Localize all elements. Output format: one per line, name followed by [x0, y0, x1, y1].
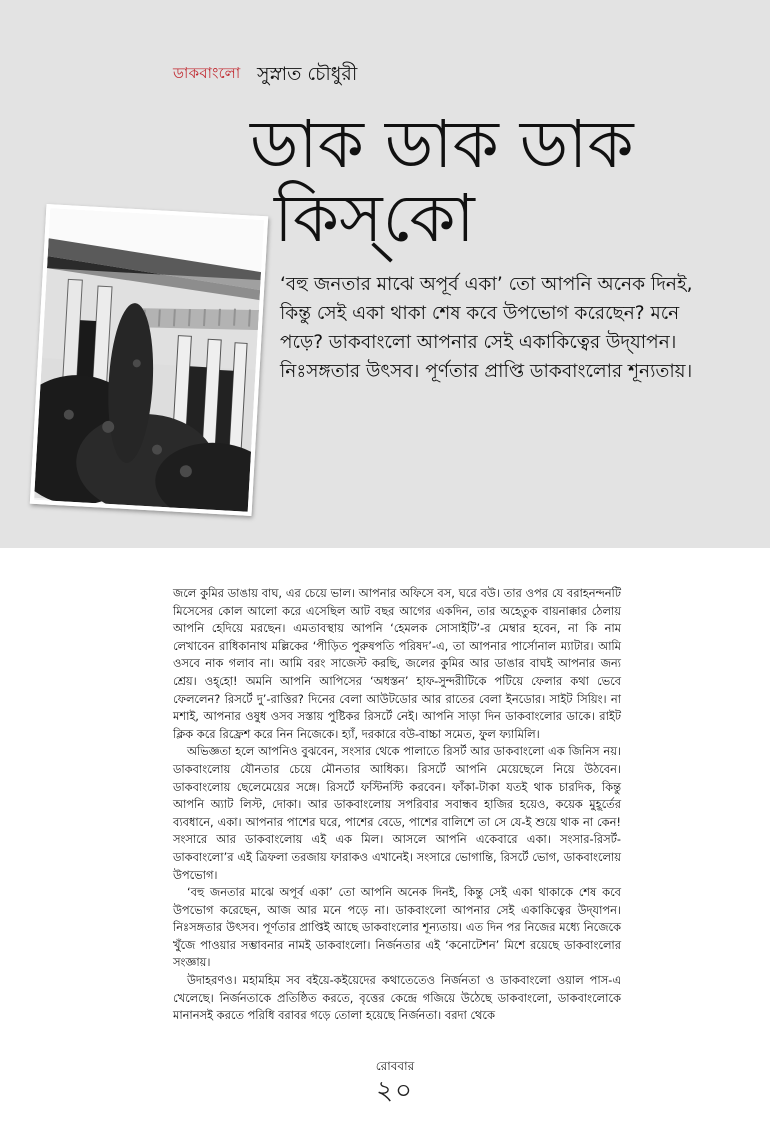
- lead-paragraph: ‘বহু জনতার মাঝে অপূর্ব একা’ তো আপনি অনেক দিনই, কিন্তু সেই একা থাকা শেষ কবে উপভোগ করেছেন? মনে পড়ে? ডাকবাংলো আপনার সেই একাকিত্বের উদ্‌যাপন। নিঃসঙ্গতার উৎসব। পূর্ণতার প্রাপ্তি ডাকবাংলোর শূন্যতায়।: [280, 274, 693, 382]
- section-label: ডাকবাংলো: [173, 64, 241, 82]
- article-body: [173, 585, 621, 1025]
- bungalow-photo: [30, 204, 268, 516]
- title-line-2: কিস্‌কো: [274, 180, 475, 257]
- publication-name: রোববার: [375, 1059, 415, 1073]
- body-paragraph: ‘বহু জনতার মাঝে অপূর্ব একা’ তো আপনি অনেক দিনই, কিন্তু সেই একা থাকাকে শেষ কবে উপভোগ করেছেন, আজ আর মনে পড়ে না। ডাকবাংলো আপনার সেই একাকিত্বের উদ্‌যাপন। নিঃসঙ্গতার উৎসব। পূর্ণতার প্রাপ্তিই আছে ডাকবাংলোর শূন্যতায়। এত দিন পর নিজের মধ্যে নিজেকে খুঁজে পাওয়ার সম্ভাবনার নামই ডাকবাংলো। নির্জনতার এই ‘কনোটেশন’ মিশে রয়েছে ডাকবাংলোর সংজ্ঞায়।: [173, 885, 621, 970]
- page-number: ২০: [376, 1076, 414, 1106]
- page-folio: [340, 1058, 450, 1104]
- body-paragraph: জলে কুমির ডাঙায় বাঘ, এর চেয়ে ভাল। আপনার অফিসে বস, ঘরে বউ। তার ওপর যে বরাহনন্দনটি মিসেসের কোল আলো করে এসেছিল আট বছর আগের একদিন, তার অহেতুক বায়নাক্কার ঠেলায় আপনি হেদিয়ে মরছেন। এমতাবস্থায় আপনি ‘হেমলক সোসাইটি’-র মেম্বার হবেন, না কি নাম লেখাবেন রাধিকানাথ মল্লিকের ‘পীড়িত পুরুষপতি পরিষদ’-এ, তা আপনার পার্সোনাল ম্যাটার। আমি ওসবে নাক গলাব না। আমি বরং সাজেস্ট করছি, জলের কুমির আর ডাঙার বাঘই আপনার জন্য শ্রেয়। ওহ্‌হো! অমনি আপনি আপিসের ‘অধস্তন’ হাফ-সুন্দরীটিকে পটিয়ে ফেলার কথা ভেবে ফেললেন? রিসর্টে দু’-রাত্তির? দিনের বেলা আউটডোর আর রাতের বেলা ইনডোর। সাইট সিয়িং। না মশাই, আপনার ওষুধ ওসব সস্তায় পুষ্টিকর রিসর্টে নেই। আপনি সাড়া দিন ডাকবাংলোর ডাকে। রাইট ক্লিক করে রিফ্রেশ করে নিন নিজেকে। হ্যাঁ, দরকারে বউ-বাচ্চা সমেত, ফুল ফ্যামিলি।: [173, 586, 621, 741]
- title-line-1: ডাক ডাক ডাক: [250, 106, 634, 183]
- body-paragraph: অভিজ্ঞতা হলে আপনিও বুঝবেন, সংসার থেকে পালাতে রিসর্ট আর ডাকবাংলো এক জিনিস নয়। ডাকবাংলোয় যৌনতার চেয়ে মৌনতার আধিক্য। রিসর্টে আপনি মেয়েছেলে নিয়ে উঠবেন। ডাকবাংলোয় ছেলেমেয়ের সঙ্গে। রিসর্টে ফস্টিনস্টি করবেন। ফাঁকা-টাকা যতই থাক চারদিক, কিন্তু আপনি অ্যাট লিস্ট, দোকা। আর ডাকবাংলোয় সপরিবার সবান্ধব হাজির হয়েও, কয়েক মুহূর্তের ব্যবধানে, একা। আপনার পাশের ঘরে, পাশের বেডে, পাশের বালিশে তা সে যে-ই শুয়ে থাক না কেন! সংসারে আর ডাকবাংলোয় এই এক মিল। আসলে আপনি একেবারে একা। সংসার-রিসর্ট-ডাকবাংলো’র এই ত্রিফলা তরজায় ফারাকও এখানেই। সংসারে ভোগান্তি, রিসর্টে ভোগ, ডাকবাংলোয় উপভোগ।: [173, 744, 621, 882]
- header-band: [0, 0, 770, 548]
- colonial-bungalow-icon: [34, 208, 264, 511]
- body-paragraph: উদাহরণও। মহামহিম সব বইয়ে-কইয়েদের কথাতেতেও নির্জনতা ও ডাকবাংলো ওয়াল পাস-এ খেলেছে। নির্জনতাকে প্রতিষ্ঠিত করতে, বৃত্তের কেন্দ্রে গজিয়ে উঠেছে ডাকবাংলো, ডাকবাংলোকে মানানসই করতে পরিধি বরাবর গড়ে তোলা হয়েছে নির্জনতা। বরদা থেকে: [173, 973, 621, 1023]
- author-name: সুস্নাত চৌধুরী: [257, 63, 358, 85]
- article-title: [250, 108, 750, 256]
